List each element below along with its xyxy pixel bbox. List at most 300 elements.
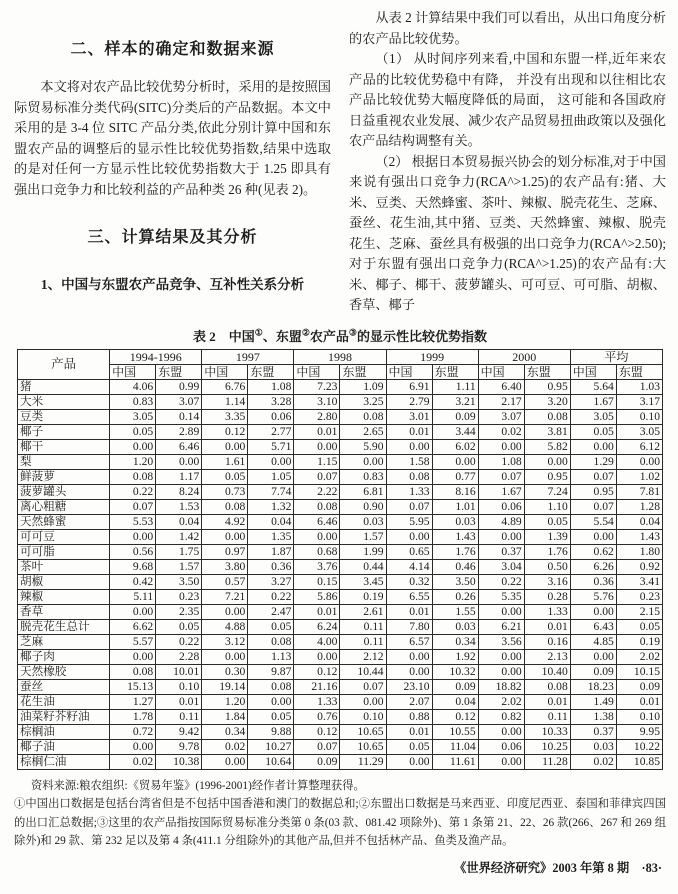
year-group-1998: 1998 [294, 349, 386, 364]
rca-value: 3.17 [616, 394, 662, 409]
rca-value: 4.88 [202, 619, 248, 634]
rca-value: 10.25 [524, 739, 570, 754]
rca-value: 0.01 [386, 724, 432, 739]
rca-value: 10.65 [340, 724, 386, 739]
rca-value: 1.15 [294, 454, 340, 469]
rca-value: 4.92 [202, 514, 248, 529]
table-row [18, 544, 663, 559]
point-2-paragraph: （2） 根据日本贸易振兴协会的划分标准,对于中国来说有强出口竞争力(RCA^>1.25)的农产品有:猪、大米、豆类、天然蜂蜜、茶叶、辣椒、脱壳花生、芝麻、蚕丝、花生油,其中猪、豆类、天然蜂蜜、辣椒、脱壳花生、芝麻、蚕丝具有极强的出口竞争力(RCA^>2.50);对于东盟有强出口竞争力(RCA^>1.25)的农产品有:大米、椰子、椰干、菠萝罐头、可可豆、可可脂、胡椒、香草、椰子 [349, 153, 666, 312]
rca-value: 2.17 [478, 394, 524, 409]
product-name: 离心粗糖 [18, 499, 110, 514]
subsection-1-heading: 1、中国与东盟农产品竞争、互补性关系分析 [40, 277, 305, 292]
rca-value: 1.03 [616, 379, 662, 394]
table-title-text: 的显示性比较优势指数 [357, 328, 488, 344]
rca-value: 0.00 [202, 754, 248, 769]
rca-value: 0.01 [156, 694, 202, 709]
rca-value: 5.11 [110, 589, 156, 604]
region-column-header: 东盟 [616, 364, 662, 379]
rca-value: 0.00 [110, 739, 156, 754]
table-row [18, 664, 663, 679]
rca-value: 0.00 [294, 439, 340, 454]
rca-value: 0.00 [524, 454, 570, 469]
rca-value: 0.05 [248, 619, 294, 634]
rca-value: 0.09 [432, 409, 478, 424]
rca-value: 0.68 [294, 544, 340, 559]
table-row [18, 529, 663, 544]
table-footnotes [14, 777, 666, 851]
rca-value: 0.22 [478, 574, 524, 589]
rca-value: 0.99 [156, 379, 202, 394]
rca-value: 6.26 [570, 559, 616, 574]
region-column-header: 中国 [110, 364, 156, 379]
rca-value: 3.35 [202, 409, 248, 424]
rca-value: 5.76 [570, 589, 616, 604]
rca-value: 6.55 [386, 589, 432, 604]
rca-value: 0.00 [294, 649, 340, 664]
rca-value: 3.12 [202, 634, 248, 649]
year-group-1994-1996: 1994-1996 [110, 349, 202, 364]
rca-value: 0.06 [478, 499, 524, 514]
rca-value: 0.06 [478, 739, 524, 754]
rca-value: 3.16 [524, 574, 570, 589]
rca-value: 3.27 [248, 574, 294, 589]
rca-value: 9.88 [248, 724, 294, 739]
rca-value: 0.77 [432, 469, 478, 484]
rca-value: 0.00 [110, 439, 156, 454]
rca-value: 0.12 [294, 664, 340, 679]
region-column-header: 中国 [294, 364, 340, 379]
rca-value: 1.39 [524, 529, 570, 544]
rca-value: 4.00 [294, 634, 340, 649]
table-row [18, 589, 663, 604]
rca-value: 15.13 [110, 679, 156, 694]
table-title-text: 农产品 [309, 328, 349, 344]
rca-value: 3.01 [386, 409, 432, 424]
section-2-heading: 二、样本的确定和数据来源 [70, 41, 275, 58]
product-name: 椰子 [18, 424, 110, 439]
rca-value: 0.10 [616, 709, 662, 724]
region-header-row [18, 364, 663, 379]
rca-value: 3.56 [478, 634, 524, 649]
rca-value: 2.02 [478, 694, 524, 709]
product-name: 芝麻 [18, 634, 110, 649]
data-source-note: 资料来源:粮农组织:《贸易年鉴》(1996-2001)经作者计算整理获得。 [30, 779, 365, 792]
product-name: 辣椒 [18, 589, 110, 604]
product-name: 花生油 [18, 694, 110, 709]
rca-value: 9.68 [110, 559, 156, 574]
rca-value: 0.01 [524, 619, 570, 634]
rca-value: 9.78 [156, 739, 202, 754]
rca-value: 5.90 [340, 439, 386, 454]
rca-value: 0.56 [110, 544, 156, 559]
rca-value: 10.33 [524, 724, 570, 739]
rca-value: 0.82 [478, 709, 524, 724]
table-row [18, 409, 663, 424]
rca-value: 5.53 [110, 514, 156, 529]
rca-value: 0.08 [202, 499, 248, 514]
rca-value: 3.41 [616, 574, 662, 589]
region-column-header: 中国 [570, 364, 616, 379]
rca-value: 10.40 [524, 664, 570, 679]
rca-value: 1.57 [340, 529, 386, 544]
rca-value: 0.92 [616, 559, 662, 574]
product-name: 棕榈油 [18, 724, 110, 739]
rca-value: 0.00 [478, 664, 524, 679]
table-row [18, 619, 663, 634]
rca-value: 1.55 [432, 604, 478, 619]
results-intro-paragraph: 从表 2 计算结果中我们可以看出，从出口角度分析的农产品比较优势。 [349, 10, 666, 46]
rca-value: 1.84 [202, 709, 248, 724]
rca-value: 0.22 [110, 484, 156, 499]
year-group-1999: 1999 [386, 349, 478, 364]
rca-value: 3.07 [156, 394, 202, 409]
rca-value: 7.74 [248, 484, 294, 499]
rca-value: 0.83 [340, 469, 386, 484]
rca-value: 6.24 [294, 619, 340, 634]
rca-value: 10.01 [156, 664, 202, 679]
region-column-header: 东盟 [156, 364, 202, 379]
rca-value: 2.02 [616, 649, 662, 664]
rca-value: 0.09 [294, 754, 340, 769]
rca-value: 1.49 [570, 694, 616, 709]
rca-value: 0.00 [478, 649, 524, 664]
table-row [18, 454, 663, 469]
rca-value: 2.13 [524, 649, 570, 664]
table-row [18, 679, 663, 694]
rca-value: 0.05 [524, 514, 570, 529]
rca-value: 2.61 [340, 604, 386, 619]
rca-value: 0.05 [248, 709, 294, 724]
rca-value: 0.09 [432, 679, 478, 694]
rca-value: 1.58 [386, 454, 432, 469]
rca-value: 10.44 [340, 664, 386, 679]
rca-value: 5.35 [478, 589, 524, 604]
table-row [18, 574, 663, 589]
rca-value: 23.10 [386, 679, 432, 694]
rca-value: 0.16 [524, 634, 570, 649]
rca-value: 10.38 [156, 754, 202, 769]
year-group-header-row [18, 349, 663, 364]
rca-value: 0.08 [294, 499, 340, 514]
rca-value: 6.12 [616, 439, 662, 454]
rca-value: 3.44 [432, 424, 478, 439]
table-title-text: 、东盟 [262, 328, 302, 344]
rca-value: 0.00 [294, 529, 340, 544]
rca-value: 8.16 [432, 484, 478, 499]
table-row [18, 439, 663, 454]
rca-value: 3.20 [524, 394, 570, 409]
rca-value: 9.42 [156, 724, 202, 739]
rca-value: 11.61 [432, 754, 478, 769]
rca-value: 1.57 [156, 559, 202, 574]
rca-value: 0.00 [478, 724, 524, 739]
table-row [18, 694, 663, 709]
rca-value: 11.28 [524, 754, 570, 769]
rca-value: 0.44 [340, 559, 386, 574]
rca-value: 0.00 [386, 649, 432, 664]
rca-value: 0.00 [340, 694, 386, 709]
rca-value: 0.00 [570, 439, 616, 454]
point-1-paragraph: （1） 从时间序列来看,中国和东盟一样,近年来农产品的比较优势稳中有降， 并没有出现和以往相比农产品比较优势大幅度降低的局面， 这可能和各国政府日益重视农业发展、减少农产品贸易扭曲政策以及强化农产品结构调整有关。 [349, 51, 666, 148]
rca-value: 2.77 [248, 424, 294, 439]
rca-value: 0.08 [340, 409, 386, 424]
rca-value: 0.01 [616, 694, 662, 709]
rca-value: 3.28 [248, 394, 294, 409]
rca-value: 1.11 [432, 379, 478, 394]
rca-value: 1.33 [524, 604, 570, 619]
rca-value: 1.61 [202, 454, 248, 469]
rca-value: 3.50 [156, 574, 202, 589]
rca-value: 0.11 [156, 709, 202, 724]
rca-value: 0.08 [524, 409, 570, 424]
rca-value: 0.01 [524, 694, 570, 709]
rca-value: 0.00 [340, 454, 386, 469]
product-name: 大米 [18, 394, 110, 409]
rca-value: 1.76 [524, 544, 570, 559]
rca-value: 6.81 [340, 484, 386, 499]
rca-value: 3.10 [294, 394, 340, 409]
rca-value: 7.81 [616, 484, 662, 499]
rca-value: 10.65 [340, 739, 386, 754]
rca-value: 0.23 [616, 589, 662, 604]
rca-value: 0.00 [432, 454, 478, 469]
rca-value: 0.08 [110, 664, 156, 679]
rca-value: 0.11 [524, 709, 570, 724]
rca-value: 1.29 [570, 454, 616, 469]
rca-value: 1.80 [616, 544, 662, 559]
rca-value: 0.46 [432, 559, 478, 574]
rca-value: 0.26 [432, 589, 478, 604]
rca-value: 0.02 [478, 424, 524, 439]
rca-value: 6.76 [202, 379, 248, 394]
rca-value: 3.05 [110, 409, 156, 424]
rca-value: 0.05 [110, 424, 156, 439]
rca-value: 2.89 [156, 424, 202, 439]
rca-value: 6.62 [110, 619, 156, 634]
rca-value: 0.23 [156, 589, 202, 604]
rca-value: 1.20 [110, 454, 156, 469]
rca-value: 6.40 [478, 379, 524, 394]
rca-value: 0.00 [570, 529, 616, 544]
rca-value: 0.34 [432, 634, 478, 649]
rca-value: 10.55 [432, 724, 478, 739]
region-column-header: 中国 [386, 364, 432, 379]
rca-value: 0.05 [570, 424, 616, 439]
rca-value: 2.28 [156, 649, 202, 664]
rca-index-table [17, 349, 663, 770]
rca-value: 1.20 [202, 694, 248, 709]
table-row [18, 499, 663, 514]
rca-value: 0.22 [248, 589, 294, 604]
rca-value: 0.09 [570, 664, 616, 679]
rca-value: 6.46 [156, 439, 202, 454]
rca-value: 0.01 [294, 604, 340, 619]
rca-value: 1.08 [248, 379, 294, 394]
product-name: 天然蜂蜜 [18, 514, 110, 529]
rca-value: 0.05 [156, 619, 202, 634]
rca-value: 0.37 [570, 724, 616, 739]
rca-value: 0.95 [524, 469, 570, 484]
rca-value: 0.00 [386, 754, 432, 769]
rca-value: 1.78 [110, 709, 156, 724]
rca-value: 0.32 [386, 574, 432, 589]
rca-value: 0.83 [110, 394, 156, 409]
rca-value: 7.24 [524, 484, 570, 499]
rca-value: 0.00 [386, 439, 432, 454]
rca-value: 1.13 [248, 649, 294, 664]
rca-value: 7.23 [294, 379, 340, 394]
rca-value: 2.15 [616, 604, 662, 619]
product-name: 鲜菠萝 [18, 469, 110, 484]
rca-value: 0.03 [340, 514, 386, 529]
rca-value: 0.11 [340, 619, 386, 634]
rca-value: 0.03 [570, 739, 616, 754]
product-name: 椰子肉 [18, 649, 110, 664]
rca-value: 5.71 [248, 439, 294, 454]
rca-value: 3.05 [570, 409, 616, 424]
rca-value: 0.00 [202, 604, 248, 619]
rca-value: 0.01 [386, 604, 432, 619]
product-name: 猪 [18, 379, 110, 394]
rca-value: 9.95 [616, 724, 662, 739]
region-column-header: 中国 [202, 364, 248, 379]
rca-value: 0.30 [202, 664, 248, 679]
rca-value: 0.65 [386, 544, 432, 559]
rca-value: 1.33 [294, 694, 340, 709]
table-row [18, 724, 663, 739]
rca-value: 3.50 [432, 574, 478, 589]
product-name: 豆类 [18, 409, 110, 424]
rca-value: 2.35 [156, 604, 202, 619]
rca-value: 2.65 [340, 424, 386, 439]
rca-value: 1.92 [432, 649, 478, 664]
region-column-header: 中国 [478, 364, 524, 379]
product-name: 蚕丝 [18, 679, 110, 694]
rca-value: 4.85 [570, 634, 616, 649]
rca-value: 0.95 [524, 379, 570, 394]
rca-value: 1.53 [156, 499, 202, 514]
left-column [14, 8, 331, 316]
rca-value: 1.27 [110, 694, 156, 709]
region-column-header: 东盟 [248, 364, 294, 379]
rca-value: 6.43 [570, 619, 616, 634]
product-name: 菠萝罐头 [18, 484, 110, 499]
rca-value: 10.27 [248, 739, 294, 754]
rca-value: 1.35 [248, 529, 294, 544]
rca-value: 3.04 [478, 559, 524, 574]
year-group-1997: 1997 [202, 349, 294, 364]
rca-value: 0.15 [294, 574, 340, 589]
rca-value: 0.08 [110, 469, 156, 484]
region-column-header: 东盟 [524, 364, 570, 379]
rca-value: 0.07 [294, 739, 340, 754]
rca-value: 0.00 [478, 754, 524, 769]
rca-value: 6.46 [294, 514, 340, 529]
rca-value: 11.29 [340, 754, 386, 769]
rca-value: 0.02 [570, 754, 616, 769]
rca-value: 0.76 [294, 709, 340, 724]
year-group-average: 平均 [570, 349, 662, 364]
rca-value: 1.05 [248, 469, 294, 484]
rca-value: 0.07 [294, 469, 340, 484]
rca-value: 21.16 [294, 679, 340, 694]
rca-value: 0.01 [386, 424, 432, 439]
rca-value: 0.07 [478, 469, 524, 484]
product-name: 可可豆 [18, 529, 110, 544]
rca-value: 0.00 [478, 604, 524, 619]
rca-value: 1.67 [478, 484, 524, 499]
rca-value: 0.00 [478, 439, 524, 454]
rca-value: 0.11 [340, 634, 386, 649]
product-name: 天然橡胶 [18, 664, 110, 679]
rca-value: 0.03 [432, 619, 478, 634]
rca-value: 1.02 [616, 469, 662, 484]
rca-value: 0.00 [248, 454, 294, 469]
table-row [18, 379, 663, 394]
rca-value: 0.00 [386, 664, 432, 679]
rca-value: 0.36 [570, 574, 616, 589]
rca-value: 6.02 [432, 439, 478, 454]
rca-value: 0.50 [524, 559, 570, 574]
rca-value: 4.14 [386, 559, 432, 574]
table-row [18, 634, 663, 649]
table-row [18, 754, 663, 769]
two-column-text [14, 8, 666, 316]
rca-value: 5.86 [294, 589, 340, 604]
rca-value: 0.34 [202, 724, 248, 739]
rca-value: 0.00 [202, 439, 248, 454]
rca-value: 0.12 [432, 709, 478, 724]
rca-value: 0.57 [202, 574, 248, 589]
rca-value: 1.75 [156, 544, 202, 559]
rca-value: 0.06 [248, 409, 294, 424]
numbered-notes: ①中国出口数据是包括台湾省但是不包括中国香港和澳门的数据总和;②东盟出口数据是马来西亚、印度尼西亚、泰国和菲律宾四国的出口汇总数据;③这里的农产品指按国际贸易标准分类第 0 条(03 款、081.42 项除外)、第 1 条第 21、22、26 款(266、267 和 269 组除外)和 29 款、第 232 足以及第 4 条(411.1 分组除外)的其他产品,但并不包括林产品、鱼类及渔产品。 [14, 798, 666, 847]
rca-value: 0.00 [248, 694, 294, 709]
table-row [18, 649, 663, 664]
rca-value: 0.95 [570, 484, 616, 499]
rca-value: 0.88 [386, 709, 432, 724]
rca-value: 2.47 [248, 604, 294, 619]
rca-value: 0.36 [248, 559, 294, 574]
rca-value: 10.64 [248, 754, 294, 769]
rca-value: 0.07 [570, 469, 616, 484]
rca-value: 1.17 [156, 469, 202, 484]
rca-value: 2.12 [340, 649, 386, 664]
rca-value: 0.04 [156, 514, 202, 529]
rca-value: 10.15 [616, 664, 662, 679]
rca-value: 2.07 [386, 694, 432, 709]
table-row [18, 739, 663, 754]
rca-value: 6.91 [386, 379, 432, 394]
rca-value: 0.09 [616, 679, 662, 694]
rca-value: 0.04 [432, 694, 478, 709]
rca-value: 1.67 [570, 394, 616, 409]
rca-value: 0.07 [110, 499, 156, 514]
rca-value: 3.07 [478, 409, 524, 424]
table-row [18, 424, 663, 439]
rca-value: 1.08 [478, 454, 524, 469]
rca-value: 18.23 [570, 679, 616, 694]
product-name: 梨 [18, 454, 110, 469]
rca-value: 0.07 [386, 499, 432, 514]
rca-value: 1.43 [432, 529, 478, 544]
rca-value: 2.79 [386, 394, 432, 409]
rca-value: 0.00 [570, 649, 616, 664]
rca-value: 18.82 [478, 679, 524, 694]
rca-value: 11.04 [432, 739, 478, 754]
table-row [18, 394, 663, 409]
region-column-header: 东盟 [432, 364, 478, 379]
